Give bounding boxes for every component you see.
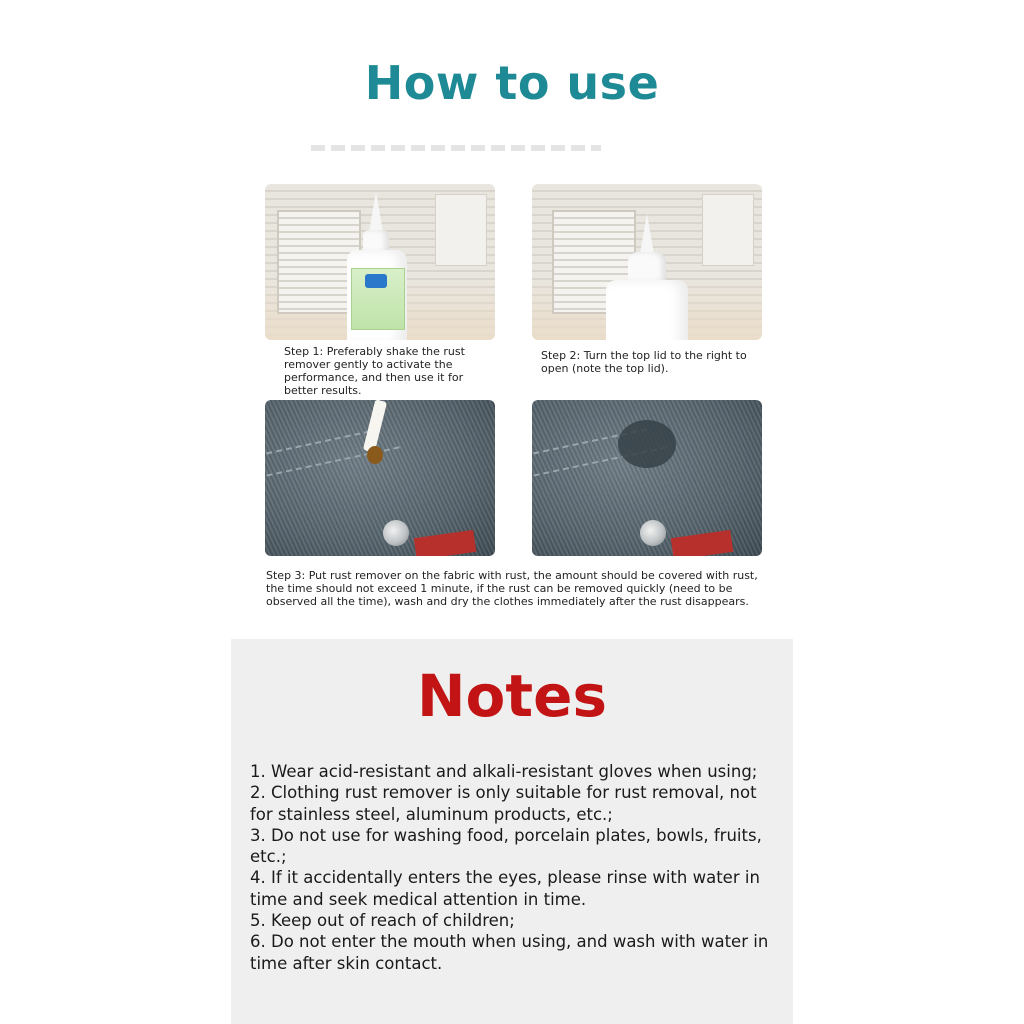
wet-spot-icon <box>618 420 676 468</box>
notes-title: Notes <box>417 662 607 730</box>
note-item: 5. Keep out of reach of children; <box>250 911 515 931</box>
how-to-use-title: How to use <box>364 56 660 110</box>
notes-list <box>250 761 780 974</box>
step-3-photo-applying <box>265 400 495 556</box>
step-1-text: Step 1: Preferably shake the rust remover gently to activate the performance, and then use it for better results. <box>284 345 465 397</box>
step-2-photo <box>532 184 762 340</box>
step-3-photo-result <box>532 400 762 556</box>
instruction-panel <box>231 0 793 1024</box>
note-item: 1. Wear acid-resistant and alkali-resistant gloves when using; <box>250 762 758 781</box>
note-item: 3. Do not use for washing food, porcelain plates, bowls, fruits, etc.; <box>250 825 762 867</box>
step-3-text: Step 3: Put rust remover on the fabric with rust, the amount should be covered with rust, the time should not exceed 1 minute, if the rust can be removed quickly (need to be observed all the time), wash and dry the clothes immediately after the rust disappears. <box>266 569 758 608</box>
step-1-photo <box>265 184 495 340</box>
step-2-text: Step 2: Turn the top lid to the right to open (note the top lid). <box>541 349 747 375</box>
note-item: 4. If it accidentally enters the eyes, please rinse with water in time and seek medical attention in time. <box>250 868 760 909</box>
bottle-cap-icon <box>606 280 688 340</box>
faded-caption <box>311 145 601 151</box>
note-item: 2. Clothing rust remover is only suitable for rust removal, not for stainless steel, aluminum products, etc.; <box>250 783 757 824</box>
rust-stain-icon <box>367 446 383 464</box>
note-item: 6. Do not enter the mouth when using, and wash with water in time after skin contact. <box>250 932 769 973</box>
